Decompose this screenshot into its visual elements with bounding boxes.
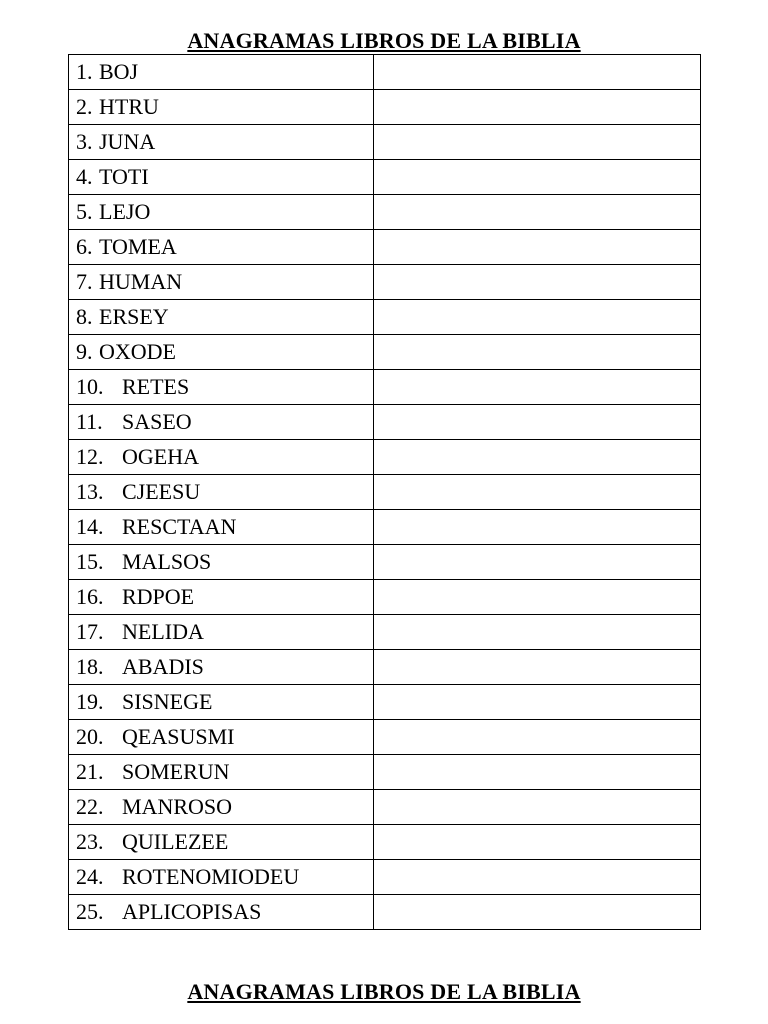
- anagram-row: [69, 545, 701, 580]
- answer-cell[interactable]: [374, 300, 701, 335]
- answer-cell[interactable]: [374, 405, 701, 440]
- answer-cell[interactable]: [374, 510, 701, 545]
- answer-cell[interactable]: [374, 335, 701, 370]
- anagram-word: HTRU: [99, 94, 159, 119]
- item-number: 4.: [76, 164, 93, 189]
- item-number: 23.: [76, 829, 104, 854]
- anagram-cell: [69, 370, 374, 405]
- answer-cell[interactable]: [374, 720, 701, 755]
- anagram-row: [69, 370, 701, 405]
- anagram-cell: [69, 790, 374, 825]
- answer-cell[interactable]: [374, 440, 701, 475]
- anagram-row: [69, 160, 701, 195]
- item-number: 7.: [76, 269, 93, 294]
- answer-cell[interactable]: [374, 895, 701, 930]
- item-number: 25.: [76, 899, 104, 924]
- anagram-row: [69, 335, 701, 370]
- anagram-cell: [69, 510, 374, 545]
- worksheet-title: ANAGRAMAS LIBROS DE LA BIBLIA: [187, 28, 581, 53]
- item-number: 18.: [76, 654, 104, 679]
- item-number: 2.: [76, 94, 93, 119]
- anagram-row: [69, 90, 701, 125]
- anagram-word: MALSOS: [122, 549, 212, 574]
- anagram-row: [69, 195, 701, 230]
- anagram-word: QUILEZEE: [122, 829, 229, 854]
- answer-cell[interactable]: [374, 825, 701, 860]
- item-number: 14.: [76, 514, 104, 539]
- anagram-row: [69, 685, 701, 720]
- anagram-cell: [69, 125, 374, 160]
- item-number: 6.: [76, 234, 93, 259]
- answer-cell[interactable]: [374, 265, 701, 300]
- anagram-word: APLICOPISAS: [122, 899, 262, 924]
- anagram-cell: [69, 895, 374, 930]
- item-number: 9.: [76, 339, 93, 364]
- anagram-cell: [69, 440, 374, 475]
- anagram-word: ABADIS: [122, 654, 204, 679]
- anagram-cell: [69, 615, 374, 650]
- anagram-word: OXODE: [99, 339, 176, 364]
- answer-cell[interactable]: [374, 650, 701, 685]
- anagram-row: [69, 825, 701, 860]
- anagram-cell: [69, 300, 374, 335]
- anagram-word: RETES: [122, 374, 190, 399]
- anagram-row: [69, 55, 701, 90]
- anagram-row: [69, 790, 701, 825]
- anagram-word: QEASUSMI: [122, 724, 235, 749]
- anagram-word: LEJO: [99, 199, 151, 224]
- anagram-word: SASEO: [122, 409, 192, 434]
- answer-cell[interactable]: [374, 125, 701, 160]
- anagram-cell: [69, 860, 374, 895]
- anagram-cell: [69, 265, 374, 300]
- anagram-row: [69, 895, 701, 930]
- answer-cell[interactable]: [374, 615, 701, 650]
- anagram-row: [69, 510, 701, 545]
- item-number: 22.: [76, 794, 104, 819]
- anagram-cell: [69, 475, 374, 510]
- item-number: 12.: [76, 444, 104, 469]
- anagram-word: OGEHA: [122, 444, 199, 469]
- answer-cell[interactable]: [374, 545, 701, 580]
- anagram-word: HUMAN: [99, 269, 183, 294]
- answer-cell[interactable]: [374, 195, 701, 230]
- anagram-row: [69, 475, 701, 510]
- anagram-word: SOMERUN: [122, 759, 230, 784]
- anagram-word: RESCTAAN: [122, 514, 237, 539]
- anagram-cell: [69, 825, 374, 860]
- anagram-cell: [69, 55, 374, 90]
- anagram-cell: [69, 230, 374, 265]
- answer-cell[interactable]: [374, 230, 701, 265]
- item-number: 11.: [76, 409, 103, 434]
- item-number: 21.: [76, 759, 104, 784]
- item-number: 5.: [76, 199, 93, 224]
- item-number: 19.: [76, 689, 104, 714]
- anagram-word: ROTENOMIODEU: [122, 864, 300, 889]
- anagram-table: [68, 54, 701, 930]
- anagram-cell: [69, 405, 374, 440]
- item-number: 20.: [76, 724, 104, 749]
- answer-cell[interactable]: [374, 790, 701, 825]
- answer-cell[interactable]: [374, 370, 701, 405]
- item-number: 3.: [76, 129, 93, 154]
- anagram-row: [69, 300, 701, 335]
- worksheet-title-repeat: ANAGRAMAS LIBROS DE LA BIBLIA: [187, 979, 581, 1004]
- anagram-cell: [69, 335, 374, 370]
- anagram-row: [69, 580, 701, 615]
- anagram-word: TOMEA: [99, 234, 177, 259]
- anagram-row: [69, 405, 701, 440]
- answer-cell[interactable]: [374, 755, 701, 790]
- item-number: 17.: [76, 619, 104, 644]
- anagram-row: [69, 440, 701, 475]
- anagram-word: TOTI: [99, 164, 149, 189]
- anagram-cell: [69, 720, 374, 755]
- anagram-row: [69, 615, 701, 650]
- anagram-cell: [69, 545, 374, 580]
- anagram-row: [69, 755, 701, 790]
- anagram-word: MANROSO: [122, 794, 233, 819]
- anagram-row: [69, 265, 701, 300]
- answer-cell[interactable]: [374, 55, 701, 90]
- answer-cell[interactable]: [374, 860, 701, 895]
- anagram-cell: [69, 195, 374, 230]
- item-number: 24.: [76, 864, 104, 889]
- item-number: 15.: [76, 549, 104, 574]
- answer-cell[interactable]: [374, 90, 701, 125]
- anagram-row: [69, 125, 701, 160]
- anagram-row: [69, 860, 701, 895]
- anagram-word: BOJ: [99, 59, 139, 84]
- anagram-word: ERSEY: [99, 304, 169, 329]
- anagram-cell: [69, 90, 374, 125]
- answer-cell[interactable]: [374, 475, 701, 510]
- item-number: 1.: [76, 59, 93, 84]
- anagram-row: [69, 230, 701, 265]
- anagram-row: [69, 650, 701, 685]
- anagram-row: [69, 720, 701, 755]
- answer-cell[interactable]: [374, 685, 701, 720]
- answer-cell[interactable]: [374, 580, 701, 615]
- answer-cell[interactable]: [374, 160, 701, 195]
- item-number: 8.: [76, 304, 93, 329]
- anagram-word: NELIDA: [122, 619, 204, 644]
- anagram-cell: [69, 160, 374, 195]
- anagram-word: CJEESU: [122, 479, 201, 504]
- anagram-word: SISNEGE: [122, 689, 213, 714]
- anagram-cell: [69, 685, 374, 720]
- anagram-cell: [69, 650, 374, 685]
- anagram-cell: [69, 755, 374, 790]
- anagram-word: RDPOE: [122, 584, 195, 609]
- anagram-cell: [69, 580, 374, 615]
- item-number: 13.: [76, 479, 104, 504]
- anagram-table-body: [69, 55, 701, 930]
- item-number: 10.: [76, 374, 104, 399]
- item-number: 16.: [76, 584, 104, 609]
- anagram-word: JUNA: [99, 129, 156, 154]
